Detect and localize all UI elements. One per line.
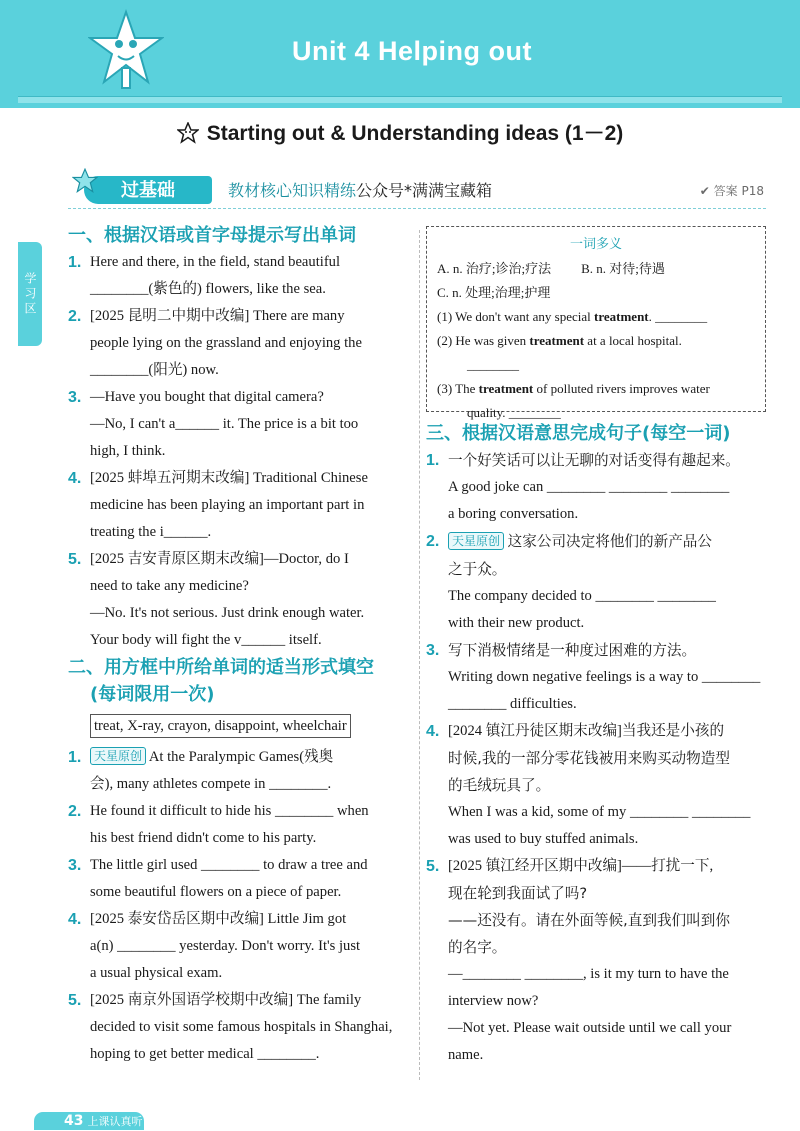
- list-item: [68, 546, 418, 654]
- question-text: Here and there, in the field, stand beautiful: [90, 254, 341, 270]
- question-text: high, I think.: [90, 443, 166, 459]
- sentence-text: (1) We don't want any special: [437, 309, 595, 324]
- keyword: treatment: [529, 333, 585, 348]
- question-text: treating the i______.: [90, 524, 212, 540]
- sentence-text: of polluted rivers improves water: [533, 381, 710, 396]
- question-number: 4.: [68, 470, 82, 487]
- list-item: [68, 249, 418, 303]
- question-text: ——还没有。请在外面等候,直到我们叫到你: [448, 912, 730, 929]
- section2-heading: 二、用方框中所给单词的适当形式填空: [68, 657, 374, 678]
- left-column: [68, 222, 418, 1068]
- question-text: medicine has been playing an important part in: [90, 497, 365, 513]
- question-text: decided to visit some famous hospitals in Shanghai,: [90, 1019, 393, 1035]
- section3-list-b: [426, 637, 766, 1069]
- sentence-blank: ________: [467, 357, 519, 372]
- polysemy-box: [426, 226, 766, 420]
- label-bar: [76, 174, 764, 210]
- star-face-icon: [177, 122, 199, 144]
- section2-list: [68, 798, 418, 1068]
- question-number: 5.: [68, 992, 82, 1009]
- question-number: 5.: [426, 858, 440, 875]
- question-text: Your body will fight the v______ itself.: [90, 632, 322, 648]
- question-text: 一个好笑话可以让无聊的对话变得有趣起来。: [448, 452, 740, 469]
- label-subtitle-text: 教材核心知识精练: [228, 181, 357, 200]
- column-divider: [419, 230, 420, 1080]
- question-text: [2025 南京外国语学校期中改编] The family: [90, 992, 362, 1008]
- question-text: 之于众。: [448, 561, 507, 578]
- question-number: 4.: [426, 723, 440, 740]
- basics-pill: [84, 176, 212, 204]
- list-item: [426, 718, 766, 853]
- option-a: A. n. 治疗;诊治;疗法: [437, 261, 552, 276]
- question-text: Writing down negative feelings is a way to ________: [448, 669, 761, 685]
- list-item: [68, 744, 418, 798]
- question-text: —No, I can't a______ it. The price is a bit too: [90, 416, 359, 432]
- question-text: was used to buy stuffed animals.: [448, 831, 639, 847]
- option-c: C. n. 处理;治理;护理: [437, 285, 551, 300]
- question-text: The company decided to ________ ________: [448, 588, 716, 604]
- sentence-text: . ________: [648, 309, 708, 324]
- question-text: 现在轮到我面试了吗?: [448, 885, 588, 902]
- sentence-text: (3) The: [437, 381, 479, 396]
- question-text: [2025 昆明二中期中改编] There are many: [90, 308, 345, 324]
- original-tag: 天星原创: [448, 532, 504, 550]
- page-footer: [34, 1112, 144, 1130]
- question-text: with their new product.: [448, 615, 585, 631]
- question-text: interview now?: [448, 993, 539, 1009]
- list-item: [426, 447, 766, 528]
- list-item: [426, 637, 766, 718]
- section2-heading-cont: (每词限用一次): [90, 684, 215, 705]
- basics-pill-label: 过基础: [121, 180, 175, 200]
- label-subtitle: [228, 178, 492, 201]
- side-tab: 学习区: [18, 242, 42, 346]
- question-number: 1.: [68, 749, 82, 766]
- question-text: need to take any medicine?: [90, 578, 249, 594]
- option-b: B. n. 对待;待遇: [581, 261, 665, 276]
- question-text: [2025 吉安青原区期末改编]—Doctor, do I: [90, 551, 349, 567]
- question-text: a boring conversation.: [448, 506, 579, 522]
- question-text: At the Paralympic Games(残奥: [148, 749, 334, 765]
- question-text: some beautiful flowers on a piece of paper.: [90, 884, 342, 900]
- sentence-text: at a local hospital.: [584, 333, 682, 348]
- question-text: —Not yet. Please wait outside until we call your: [448, 1020, 732, 1036]
- section-title: [0, 117, 800, 147]
- question-text: ________ difficulties.: [448, 696, 577, 712]
- question-text: —________ ________, is it my turn to have the: [448, 966, 729, 982]
- question-text: ________(阳光) now.: [90, 362, 219, 378]
- question-text: 会), many athletes compete in ________.: [90, 776, 332, 792]
- mini-star-icon: [72, 168, 98, 194]
- question-text: [2024 镇江丹徒区期末改编]当我还是小孩的: [448, 723, 725, 739]
- word-box: treat, X-ray, crayon, disappoint, wheelchair: [90, 714, 351, 738]
- check-icon: ✔: [699, 184, 714, 198]
- question-text: hoping to get better medical ________.: [90, 1046, 320, 1062]
- question-text: 写下消极情绪是一种度过困难的方法。: [448, 642, 697, 659]
- question-text: —Have you bought that digital camera?: [90, 389, 324, 405]
- list-item: [68, 465, 418, 546]
- question-number: 2.: [68, 308, 82, 325]
- question-text: name.: [448, 1047, 484, 1063]
- question-text: 的毛绒玩具了。: [448, 777, 551, 794]
- question-text: [2025 镇江经开区期中改编]——打扰一下,: [448, 858, 714, 874]
- question-number: 3.: [68, 857, 82, 874]
- question-number: 3.: [68, 389, 82, 406]
- question-number: 4.: [68, 911, 82, 928]
- section1-heading: 一、根据汉语或首字母提示写出单词: [68, 225, 356, 246]
- question-text: his best friend didn't come to his party.: [90, 830, 317, 846]
- question-text: A good joke can ________ ________ ________: [448, 479, 730, 495]
- question-number: 1.: [426, 452, 440, 469]
- section-title-text: Starting out & Understanding ideas (1－2): [206, 122, 624, 145]
- section1-list: [68, 249, 418, 654]
- sentence-text: quality. ________: [467, 405, 561, 420]
- question-text: 这家公司决定将他们的新产品公: [507, 533, 712, 550]
- footer-text: 上课认真听: [87, 1115, 143, 1128]
- answer-ref-text: 答案 P18: [713, 184, 764, 198]
- page-number: 43: [64, 1113, 84, 1129]
- list-item: [426, 853, 766, 1069]
- sentence-text: (2) He was given: [437, 333, 530, 348]
- list-item: [68, 906, 418, 987]
- question-text: a usual physical exam.: [90, 965, 223, 981]
- question-number: 3.: [426, 642, 440, 659]
- dotted-divider: [68, 208, 766, 215]
- section3-heading: 三、根据汉语意思完成句子(每空一词): [426, 423, 731, 444]
- section3-list-a: [426, 447, 766, 528]
- question-text: When I was a kid, some of my ________ ________: [448, 804, 751, 820]
- original-tag: 天星原创: [90, 747, 146, 765]
- polysemy-title: 一词多义: [569, 237, 622, 252]
- header-band: [0, 0, 800, 108]
- keyword: treatment: [594, 309, 649, 324]
- list-item: [68, 303, 418, 384]
- header-stripe: [18, 96, 782, 103]
- list-item: [68, 384, 418, 465]
- question-text: He found it difficult to hide his ________ when: [90, 803, 369, 819]
- list-item: [68, 798, 418, 852]
- question-text: [2025 泰安岱岳区期中改编] Little Jim got: [90, 911, 347, 927]
- question-number: 2.: [68, 803, 82, 820]
- question-text: 时候,我的一部分零花钱被用来购买动物造型: [448, 750, 730, 767]
- question-number: 2.: [426, 533, 440, 550]
- question-number: 5.: [68, 551, 82, 568]
- question-text: The little girl used ________ to draw a tree and: [90, 857, 368, 873]
- question-text: ________(紫色的) flowers, like the sea.: [90, 281, 326, 297]
- keyword: treatment: [478, 381, 534, 396]
- question-text: —No. It's not serious. Just drink enough water.: [90, 605, 365, 621]
- question-text: 的名字。: [448, 939, 507, 956]
- list-item: [68, 987, 418, 1068]
- question-text: [2025 蚌埠五河期末改编] Traditional Chinese: [90, 470, 368, 486]
- watermark-text: 公众号*满满宝藏箱: [356, 181, 493, 200]
- question-text: a(n) ________ yesterday. Don't worry. It's just: [90, 938, 361, 954]
- unit-title: Unit 4 Helping out: [292, 36, 532, 66]
- question-number: 1.: [68, 254, 82, 271]
- star-mascot-icon: [88, 8, 164, 92]
- list-item: [426, 528, 766, 637]
- right-column: [426, 226, 766, 1069]
- question-text: people lying on the grassland and enjoying the: [90, 335, 362, 351]
- answer-reference: [700, 182, 764, 199]
- list-item: [68, 852, 418, 906]
